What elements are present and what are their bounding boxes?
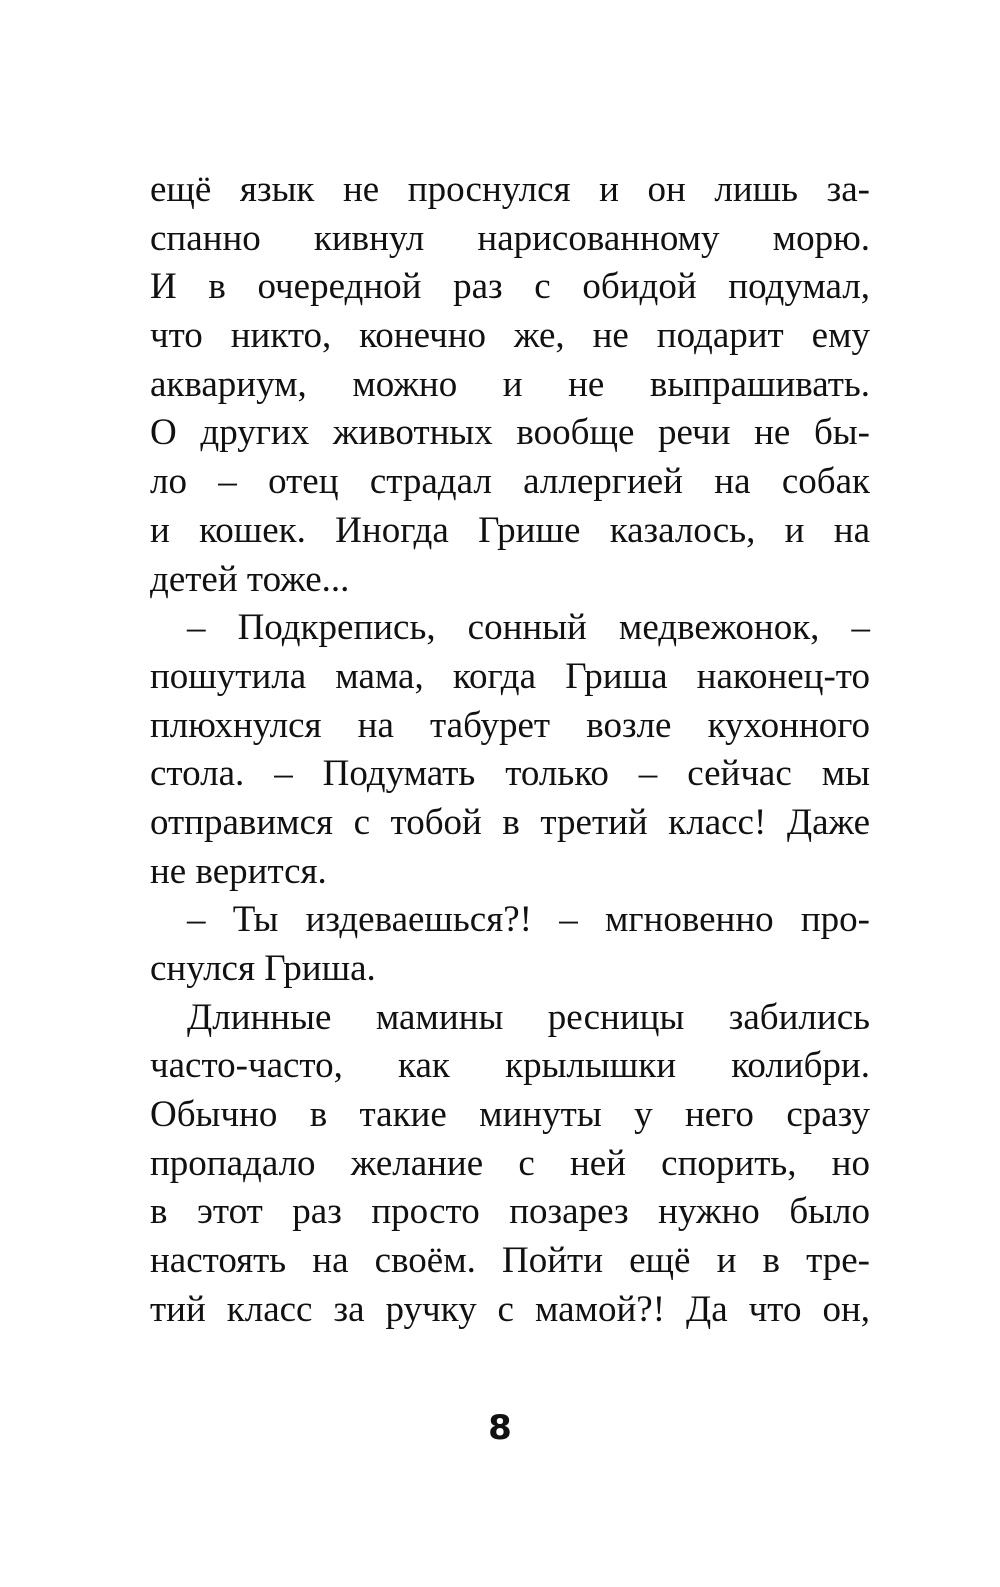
text-line: пропадало желание с ней спорить, но — [150, 1142, 870, 1184]
text-line: отправимся с тобой в третий класс! Даже — [150, 801, 870, 843]
text-line: Обычно в такие минуты у него сразу — [150, 1094, 870, 1136]
text-line: плюхнулся на табурет возле кухонного — [150, 704, 870, 746]
text-line: – Подкрепись, сонный медвежонок, – — [187, 607, 870, 649]
text-line: аквариум, можно и не выпрашивать. — [150, 363, 870, 405]
page-body-text — [150, 166, 870, 1335]
text-line: И в очередной раз с обидой подумал, — [150, 266, 870, 308]
text-line: и кошек. Иногда Грише казалось, и на — [150, 509, 870, 551]
text-line: часто-часто, как крылышки колибри. — [150, 1045, 870, 1087]
text-line: детей тоже... — [150, 558, 350, 600]
text-line: ло – отец страдал аллергией на собак — [150, 461, 870, 503]
text-line: пошутила мама, когда Гриша наконец-то — [150, 655, 870, 697]
text-line: спанно кивнул нарисованному морю. — [150, 217, 870, 259]
text-line: стола. – Подумать только – сейчас мы — [150, 753, 870, 795]
text-line: в этот раз просто позарез нужно было — [150, 1191, 870, 1233]
text-line: ещё язык не проснулся и он лишь за- — [150, 169, 870, 210]
text-line: тий класс за ручку с мамой?! Да что он, — [150, 1288, 870, 1330]
page-number: 8 — [488, 1408, 512, 1448]
text-line: что никто, конечно же, не подарит ему — [150, 315, 870, 357]
text-line: настоять на своём. Пойти ещё и в тре- — [150, 1240, 870, 1282]
text-line: О других животных вообще речи не бы- — [150, 412, 870, 454]
text-line: снулся Гриша. — [150, 948, 376, 989]
text-line: – Ты издеваешься?! – мгновенно про- — [187, 899, 870, 941]
text-line: не верится. — [150, 850, 327, 892]
text-line: Длинные мамины ресницы забились — [187, 996, 870, 1038]
